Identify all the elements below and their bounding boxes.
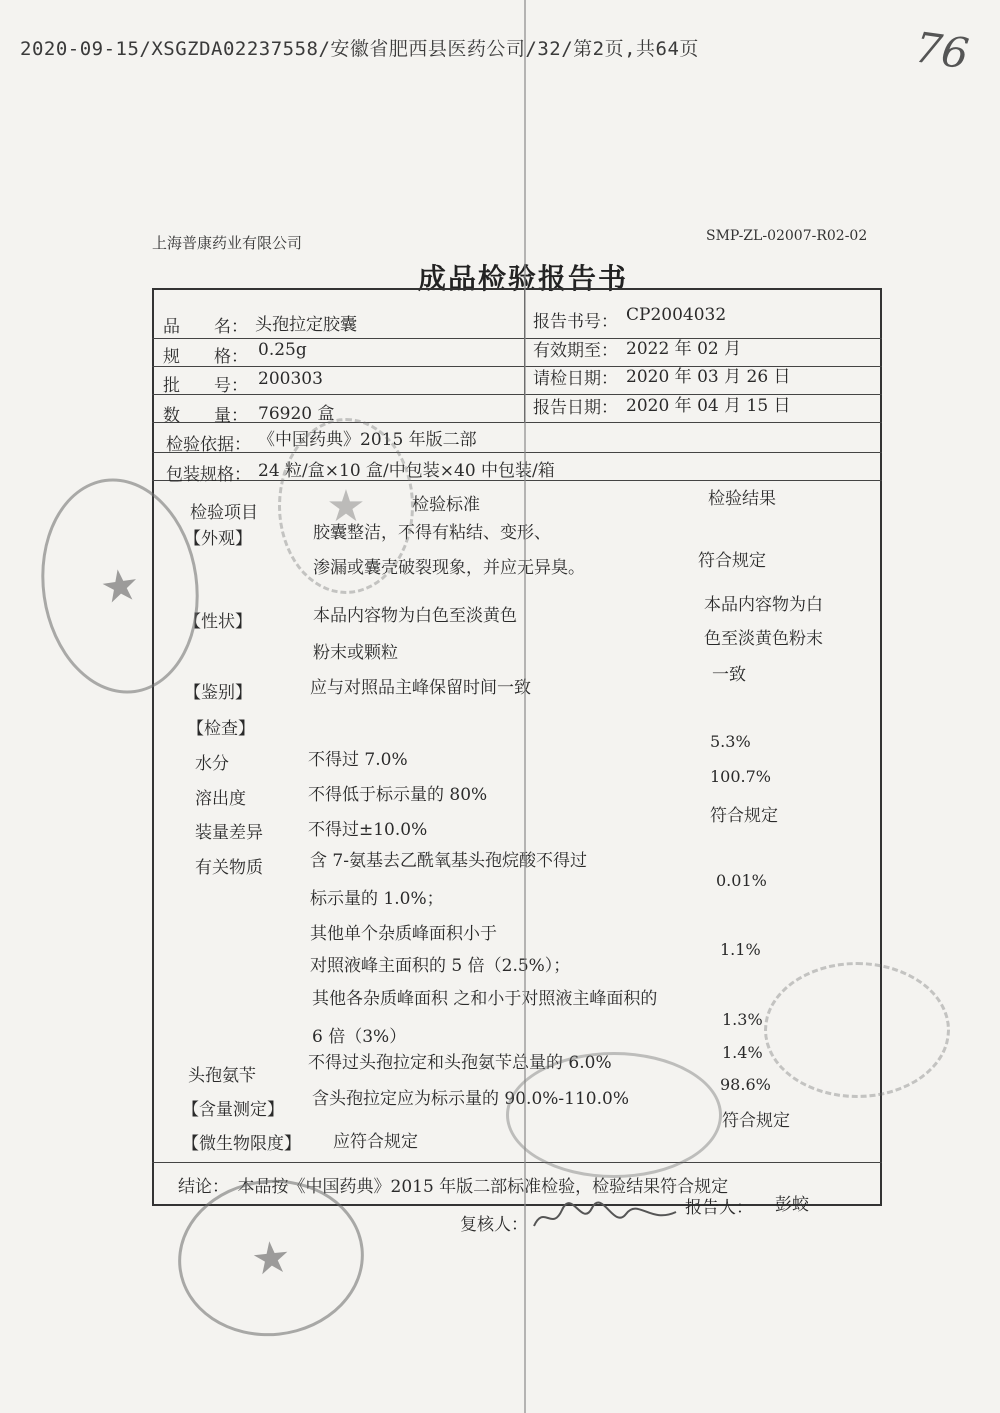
- character-result-2: 色至淡黄色粉末: [704, 629, 823, 649]
- reporter-name: 彭蛟: [775, 1195, 809, 1215]
- identify-standard: 应与对照品主峰保留时间一致: [310, 678, 531, 698]
- request-date-label: 请检日期：: [533, 369, 618, 389]
- column-head-standard: 检验标准: [412, 495, 480, 515]
- divider: [152, 452, 882, 453]
- cephalexin-standard: 不得过头孢拉定和头孢氨苄总量的 6.0%: [308, 1053, 612, 1073]
- report-title: 成品检验报告书: [418, 262, 629, 295]
- micro-result: 符合规定: [722, 1111, 790, 1131]
- request-date-value: 2020 年 03 月 26 日: [626, 367, 791, 387]
- related-standard-4: 对照液峰主面积的 5 倍（2.5%）；: [310, 956, 571, 976]
- basis-value: 《中国药典》2015 年版二部: [258, 430, 477, 450]
- divider: [152, 1162, 882, 1163]
- water-item: 水分: [195, 754, 229, 774]
- column-head-result: 检验结果: [708, 489, 776, 509]
- reviewer-label: 复核人：: [460, 1215, 528, 1235]
- divider: [152, 338, 882, 339]
- related-standard-1: 含 7-氨基去乙酰氧基头孢烷酸不得过: [310, 851, 587, 871]
- handwritten-page-number: 76: [911, 22, 972, 79]
- water-result: 5.3%: [710, 732, 751, 751]
- batch-label: 批 号：: [163, 376, 248, 396]
- related-result-1: 0.01%: [716, 871, 767, 890]
- character-result-3: 一致: [712, 665, 746, 685]
- cephalexin-result: 1.4%: [722, 1043, 763, 1062]
- stamp-star-icon: ★: [96, 558, 144, 614]
- related-standard-6: 6 倍（3%）: [312, 1027, 407, 1047]
- related-result-3: 1.3%: [722, 1010, 763, 1029]
- related-standard-3: 其他单个杂质峰面积小于: [310, 924, 497, 944]
- report-no-value: CP2004032: [626, 305, 727, 325]
- faint-stamp-center: [278, 418, 414, 594]
- character-standard-1: 本品内容物为白色至淡黄色: [313, 606, 517, 626]
- dissolution-result: 100.7%: [710, 767, 772, 786]
- character-standard-2: 粉末或颗粒: [313, 643, 398, 663]
- assay-result: 98.6%: [720, 1075, 771, 1094]
- assay-standard: 含头孢拉定应为标示量的 90.0%-110.0%: [312, 1089, 629, 1109]
- loading-item: 装量差异: [195, 823, 263, 843]
- related-standard-5: 其他各杂质峰面积 之和小于对照液主峰面积的: [312, 989, 658, 1009]
- quantity-value: 76920 盒: [258, 404, 335, 424]
- stamp-star-icon: ★: [248, 1230, 294, 1286]
- check-item: 【检查】: [187, 719, 255, 739]
- product-label: 品 名：: [163, 317, 248, 337]
- cephalexin-item: 头孢氨苄: [188, 1066, 256, 1086]
- related-result-2: 1.1%: [720, 940, 761, 959]
- appearance-standard-1: 胶囊整洁，不得有粘结、变形、: [313, 523, 551, 543]
- package-label: 包装规格：: [166, 465, 251, 485]
- loading-result: 符合规定: [710, 806, 778, 826]
- basis-label: 检验依据：: [166, 435, 251, 455]
- appearance-item: 【外观】: [184, 529, 252, 549]
- related-standard-2: 标示量的 1.0%；: [310, 889, 444, 909]
- character-item: 【性状】: [184, 612, 252, 632]
- spec-value: 0.25g: [258, 340, 307, 360]
- assay-item: 【含量测定】: [182, 1100, 284, 1120]
- appearance-standard-2: 渗漏或囊壳破裂现象，并应无异臭。: [313, 558, 585, 578]
- company-name: 上海普康药业有限公司: [152, 234, 303, 252]
- related-item: 有关物质: [195, 858, 263, 878]
- stamp-bottom-center: [506, 1052, 722, 1178]
- spec-label: 规 格：: [163, 347, 248, 367]
- loading-standard: 不得过±10.0%: [308, 820, 428, 840]
- quantity-label: 数 量：: [163, 406, 248, 426]
- batch-value: 200303: [258, 369, 323, 389]
- dissolution-item: 溶出度: [195, 789, 246, 809]
- column-head-item: 检验项目: [190, 503, 258, 523]
- reporter-label: 报告人：: [685, 1198, 753, 1218]
- scan-fold-line: [524, 0, 526, 1413]
- faint-stamp-right: [764, 962, 950, 1098]
- document-number: SMP-ZL-02007-R02-02: [706, 228, 868, 244]
- stamp-star-icon: ★: [326, 480, 366, 532]
- package-value: 24 粒/盒×10 盒/中包装×40 中包装/箱: [258, 461, 555, 481]
- dissolution-standard: 不得低于标示量的 80%: [308, 785, 488, 805]
- micro-standard: 应符合规定: [333, 1132, 418, 1152]
- report-no-label: 报告书号：: [533, 312, 618, 332]
- micro-item: 【微生物限度】: [182, 1134, 301, 1154]
- appearance-result: 符合规定: [698, 551, 766, 571]
- reviewer-signature: [530, 1198, 680, 1242]
- report-date-value: 2020 年 04 月 15 日: [626, 396, 791, 416]
- product-value: 头孢拉定胶囊: [255, 315, 357, 335]
- character-result-1: 本品内容物为白: [704, 595, 823, 615]
- expiry-value: 2022 年 02 月: [626, 339, 742, 359]
- identify-item: 【鉴别】: [184, 683, 252, 703]
- archive-watermark: 2020-09-15/XSGZDA02237558/安徽省肥西县医药公司/32/第2页,共64页: [20, 38, 699, 60]
- expiry-label: 有效期至：: [533, 341, 618, 361]
- water-standard: 不得过 7.0%: [308, 750, 408, 770]
- conclusion-text: 结论： 本品按《中国药典》2015 年版二部标准检验，检验结果符合规定: [178, 1177, 729, 1197]
- report-date-label: 报告日期：: [533, 398, 618, 418]
